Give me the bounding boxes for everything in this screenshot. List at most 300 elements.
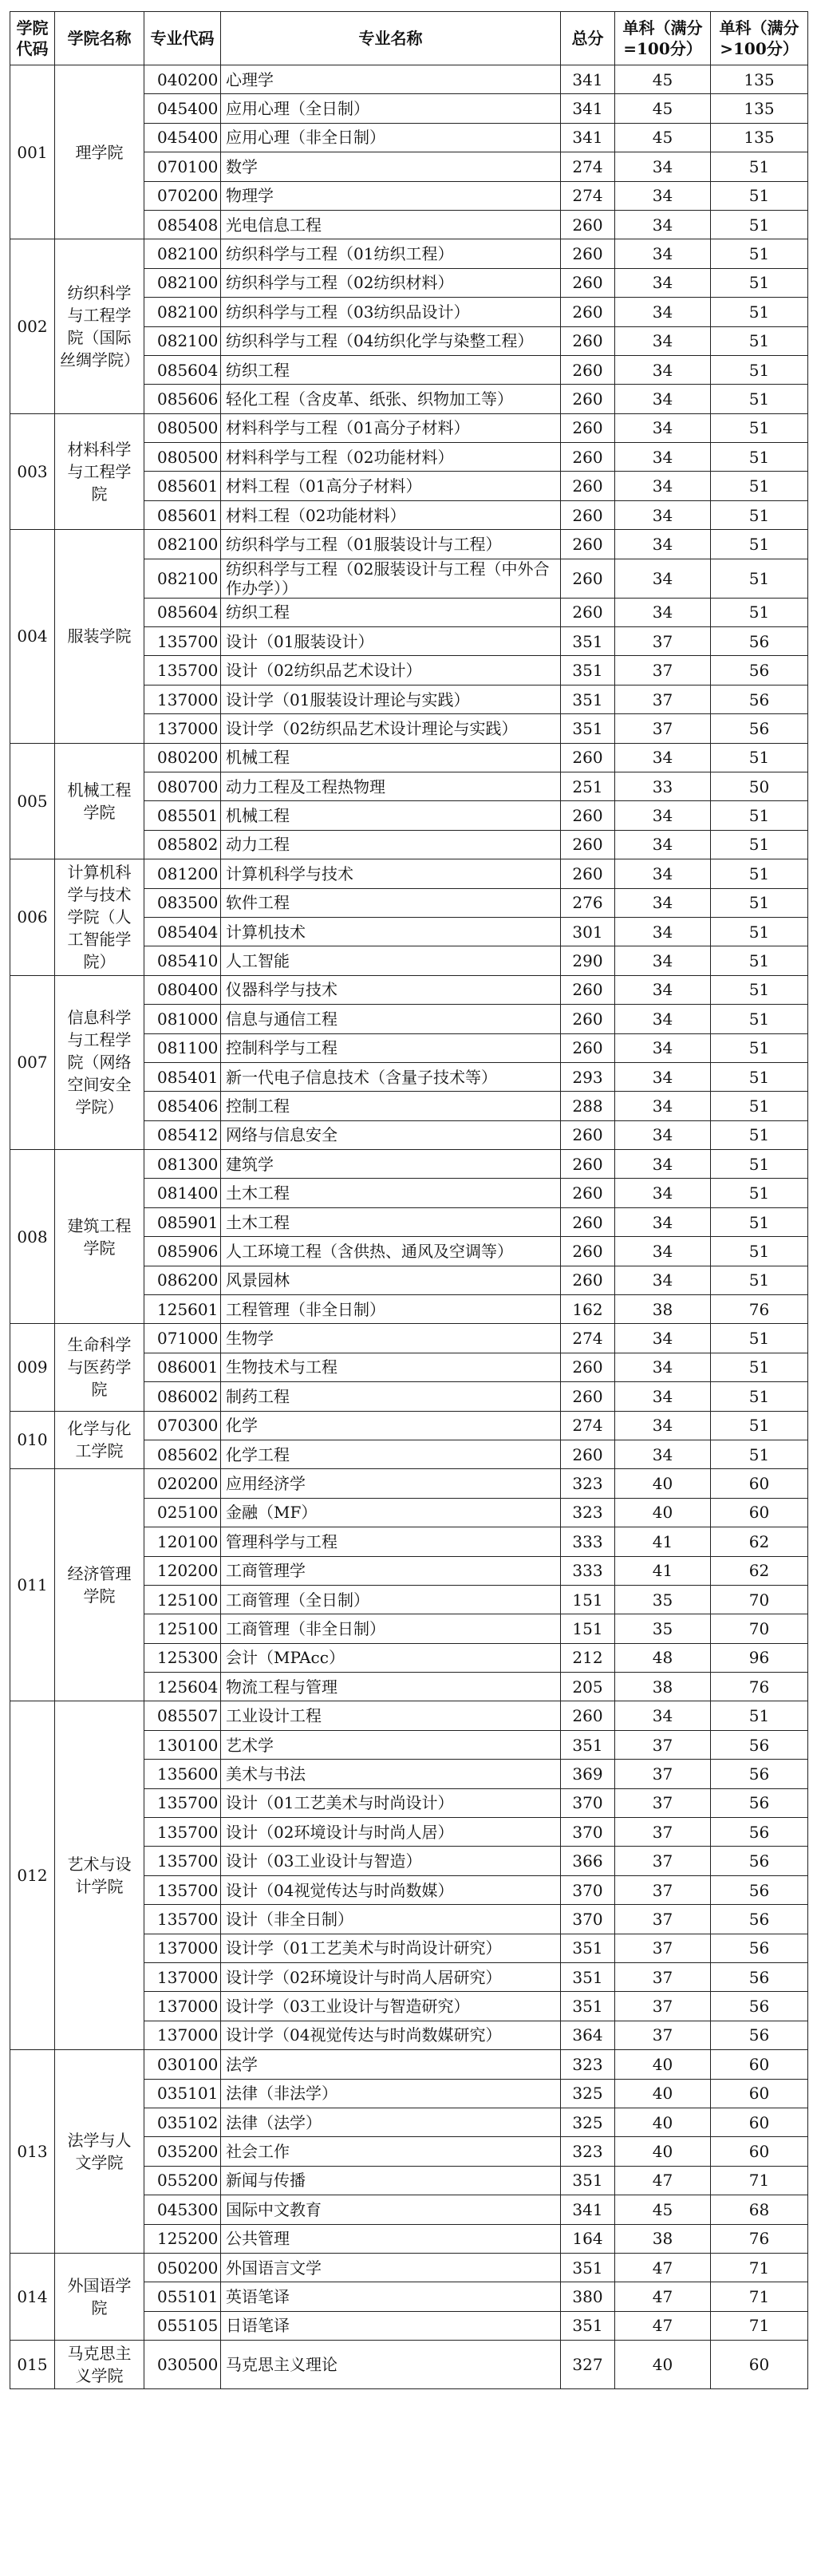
- total-score-cell: 151: [561, 1585, 615, 1614]
- major-code-cell: 082100: [144, 559, 221, 598]
- total-score-cell: 364: [561, 2021, 615, 2049]
- college-code-cell: 004: [10, 530, 55, 743]
- major-name-cell: 法学: [221, 2050, 561, 2079]
- single-100-cell: 34: [615, 1033, 711, 1062]
- major-name-cell: 土木工程: [221, 1179, 561, 1207]
- table-row: [10, 239, 808, 268]
- major-code-cell: 125200: [144, 2224, 221, 2253]
- major-code-cell: 081100: [144, 1033, 221, 1062]
- single-100-cell: 35: [615, 1614, 711, 1643]
- major-name-cell: 设计学（02纺织品艺术设计理论与实践）: [221, 714, 561, 743]
- total-score-cell: 333: [561, 1556, 615, 1585]
- major-code-cell: 082100: [144, 239, 221, 268]
- total-score-cell: 341: [561, 94, 615, 123]
- major-name-cell: 生物学: [221, 1324, 561, 1353]
- major-code-cell: 135700: [144, 627, 221, 656]
- major-name-cell: 设计（02纺织品艺术设计）: [221, 656, 561, 685]
- major-code-cell: 085501: [144, 801, 221, 830]
- single-gt100-cell: 51: [711, 1062, 808, 1091]
- major-name-cell: 法律（非法学）: [221, 2079, 561, 2108]
- single-gt100-cell: 51: [711, 210, 808, 239]
- total-score-cell: 260: [561, 559, 615, 598]
- single-100-cell: 34: [615, 326, 711, 355]
- major-name-cell: 设计学（03工业设计与智造研究）: [221, 1992, 561, 2021]
- table-row: [10, 859, 808, 888]
- college-code-cell: 011: [10, 1469, 55, 1701]
- major-code-cell: 080200: [144, 743, 221, 772]
- total-score-cell: 341: [561, 65, 615, 94]
- total-score-cell: 260: [561, 1033, 615, 1062]
- total-score-cell: 323: [561, 2050, 615, 2079]
- single-gt100-cell: 51: [711, 743, 808, 772]
- major-code-cell: 082100: [144, 530, 221, 559]
- single-gt100-cell: 60: [711, 2050, 808, 2079]
- major-code-cell: 085901: [144, 1207, 221, 1236]
- single-100-cell: 34: [615, 239, 711, 268]
- major-code-cell: 020200: [144, 1469, 221, 1498]
- major-name-cell: 设计（01服装设计）: [221, 627, 561, 656]
- single-100-cell: 34: [615, 1266, 711, 1294]
- major-code-cell: 085404: [144, 917, 221, 946]
- single-100-cell: 41: [615, 1556, 711, 1585]
- total-score-cell: 380: [561, 2282, 615, 2311]
- total-score-cell: 260: [561, 239, 615, 268]
- single-gt100-cell: 51: [711, 413, 808, 442]
- single-100-cell: 45: [615, 94, 711, 123]
- major-name-cell: 控制科学与工程: [221, 1033, 561, 1062]
- total-score-cell: 260: [561, 830, 615, 859]
- single-100-cell: 40: [615, 2079, 711, 2108]
- major-code-cell: 085906: [144, 1237, 221, 1266]
- single-100-cell: 34: [615, 413, 711, 442]
- college-name-cell: 马克思主义学院: [55, 2341, 144, 2389]
- single-gt100-cell: 51: [711, 975, 808, 1004]
- single-100-cell: 38: [615, 1295, 711, 1324]
- single-100-cell: 40: [615, 2137, 711, 2166]
- major-name-cell: 材料工程（02功能材料）: [221, 500, 561, 529]
- single-100-cell: 47: [615, 2282, 711, 2311]
- major-name-cell: 制药工程: [221, 1382, 561, 1411]
- single-100-cell: 37: [615, 685, 711, 713]
- single-100-cell: 34: [615, 1411, 711, 1440]
- single-gt100-cell: 51: [711, 385, 808, 413]
- major-code-cell: 135700: [144, 1818, 221, 1847]
- total-score-cell: 325: [561, 2079, 615, 2108]
- major-code-cell: 085802: [144, 830, 221, 859]
- major-name-cell: 马克思主义理论: [221, 2341, 561, 2389]
- major-code-cell: 135700: [144, 1875, 221, 1904]
- major-name-cell: 社会工作: [221, 2137, 561, 2166]
- total-score-cell: 327: [561, 2341, 615, 2389]
- total-score-cell: 323: [561, 2137, 615, 2166]
- table-row: [10, 1324, 808, 1353]
- single-gt100-cell: 51: [711, 598, 808, 626]
- major-name-cell: 机械工程: [221, 743, 561, 772]
- single-gt100-cell: 51: [711, 239, 808, 268]
- single-gt100-cell: 51: [711, 355, 808, 384]
- major-code-cell: 055101: [144, 2282, 221, 2311]
- major-code-cell: 085604: [144, 355, 221, 384]
- total-score-cell: 260: [561, 743, 615, 772]
- single-100-cell: 37: [615, 627, 711, 656]
- total-score-cell: 260: [561, 268, 615, 297]
- total-score-cell: 274: [561, 152, 615, 181]
- major-code-cell: 086200: [144, 1266, 221, 1294]
- single-100-cell: 34: [615, 1005, 711, 1033]
- single-100-cell: 34: [615, 1092, 711, 1120]
- single-gt100-cell: 51: [711, 1005, 808, 1033]
- single-gt100-cell: 56: [711, 1788, 808, 1817]
- college-code-cell: 010: [10, 1411, 55, 1469]
- single-100-cell: 37: [615, 1992, 711, 2021]
- major-name-cell: 光电信息工程: [221, 210, 561, 239]
- major-name-cell: 信息与通信工程: [221, 1005, 561, 1033]
- single-100-cell: 34: [615, 559, 711, 598]
- single-100-cell: 40: [615, 2108, 711, 2136]
- single-gt100-cell: 71: [711, 2311, 808, 2340]
- single-gt100-cell: 135: [711, 94, 808, 123]
- single-100-cell: 34: [615, 598, 711, 626]
- major-code-cell: 125100: [144, 1585, 221, 1614]
- major-name-cell: 动力工程及工程热物理: [221, 772, 561, 800]
- single-100-cell: 34: [615, 888, 711, 917]
- total-score-cell: 260: [561, 443, 615, 472]
- single-100-cell: 34: [615, 530, 711, 559]
- major-code-cell: 025100: [144, 1498, 221, 1527]
- single-100-cell: 37: [615, 2021, 711, 2049]
- major-code-cell: 082100: [144, 326, 221, 355]
- major-name-cell: 化学: [221, 1411, 561, 1440]
- total-score-cell: 274: [561, 1324, 615, 1353]
- header-total: 总分: [561, 12, 615, 65]
- single-gt100-cell: 51: [711, 1411, 808, 1440]
- major-name-cell: 金融（MF）: [221, 1498, 561, 1527]
- header-college-name: 学院名称: [55, 12, 144, 65]
- major-name-cell: 设计（02环境设计与时尚人居）: [221, 1818, 561, 1847]
- total-score-cell: 323: [561, 1469, 615, 1498]
- single-gt100-cell: 76: [711, 1673, 808, 1701]
- table-row: [10, 65, 808, 94]
- major-name-cell: 材料科学与工程（01高分子材料）: [221, 413, 561, 442]
- single-100-cell: 37: [615, 1934, 711, 1962]
- single-gt100-cell: 51: [711, 1237, 808, 1266]
- college-code-cell: 002: [10, 239, 55, 413]
- table-row: [10, 413, 808, 442]
- single-gt100-cell: 51: [711, 326, 808, 355]
- single-gt100-cell: 51: [711, 1120, 808, 1149]
- total-score-cell: 288: [561, 1092, 615, 1120]
- single-100-cell: 37: [615, 1847, 711, 1875]
- college-code-cell: 015: [10, 2341, 55, 2389]
- total-score-cell: 260: [561, 530, 615, 559]
- major-code-cell: 045300: [144, 2195, 221, 2224]
- total-score-cell: 260: [561, 1120, 615, 1149]
- table-row: [10, 2050, 808, 2079]
- table-row: [10, 1701, 808, 1730]
- single-gt100-cell: 51: [711, 1324, 808, 1353]
- major-code-cell: 082100: [144, 268, 221, 297]
- single-gt100-cell: 51: [711, 443, 808, 472]
- major-name-cell: 土木工程: [221, 1207, 561, 1236]
- single-gt100-cell: 51: [711, 1179, 808, 1207]
- total-score-cell: 251: [561, 772, 615, 800]
- total-score-cell: 351: [561, 1730, 615, 1759]
- single-gt100-cell: 56: [711, 1963, 808, 1992]
- single-100-cell: 34: [615, 1701, 711, 1730]
- single-100-cell: 37: [615, 1730, 711, 1759]
- single-gt100-cell: 135: [711, 123, 808, 152]
- total-score-cell: 370: [561, 1875, 615, 1904]
- major-name-cell: 英语笔译: [221, 2282, 561, 2311]
- total-score-cell: 276: [561, 888, 615, 917]
- single-100-cell: 37: [615, 1788, 711, 1817]
- single-gt100-cell: 68: [711, 2195, 808, 2224]
- total-score-cell: 369: [561, 1760, 615, 1788]
- single-gt100-cell: 60: [711, 2137, 808, 2166]
- single-100-cell: 34: [615, 385, 711, 413]
- single-100-cell: 41: [615, 1527, 711, 1556]
- single-100-cell: 40: [615, 1469, 711, 1498]
- single-100-cell: 34: [615, 1324, 711, 1353]
- college-code-cell: 005: [10, 743, 55, 859]
- total-score-cell: 260: [561, 1266, 615, 1294]
- single-100-cell: 34: [615, 298, 711, 326]
- major-name-cell: 新闻与传播: [221, 2166, 561, 2195]
- major-code-cell: 135700: [144, 1905, 221, 1934]
- single-100-cell: 47: [615, 2253, 711, 2282]
- single-100-cell: 34: [615, 443, 711, 472]
- single-100-cell: 34: [615, 830, 711, 859]
- total-score-cell: 351: [561, 714, 615, 743]
- total-score-cell: 151: [561, 1614, 615, 1643]
- major-code-cell: 055105: [144, 2311, 221, 2340]
- major-code-cell: 085604: [144, 598, 221, 626]
- total-score-cell: 212: [561, 1643, 615, 1672]
- table-header: [10, 12, 808, 65]
- total-score-cell: 301: [561, 917, 615, 946]
- single-gt100-cell: 60: [711, 2108, 808, 2136]
- total-score-cell: 351: [561, 2253, 615, 2282]
- major-code-cell: 085406: [144, 1092, 221, 1120]
- single-gt100-cell: 51: [711, 946, 808, 975]
- single-gt100-cell: 51: [711, 298, 808, 326]
- single-100-cell: 34: [615, 500, 711, 529]
- total-score-cell: 260: [561, 1701, 615, 1730]
- major-name-cell: 公共管理: [221, 2224, 561, 2253]
- major-name-cell: 工商管理（非全日制）: [221, 1614, 561, 1643]
- college-name-cell: 法学与人文学院: [55, 2050, 144, 2254]
- major-code-cell: 085602: [144, 1440, 221, 1468]
- major-code-cell: 130100: [144, 1730, 221, 1759]
- total-score-cell: 351: [561, 1934, 615, 1962]
- major-name-cell: 生物技术与工程: [221, 1353, 561, 1381]
- major-code-cell: 050200: [144, 2253, 221, 2282]
- major-code-cell: 035101: [144, 2079, 221, 2108]
- major-name-cell: 设计学（01服装设计理论与实践）: [221, 685, 561, 713]
- single-gt100-cell: 56: [711, 2021, 808, 2049]
- single-gt100-cell: 51: [711, 152, 808, 181]
- major-name-cell: 设计学（04视觉传达与时尚数媒研究）: [221, 2021, 561, 2049]
- college-code-cell: 012: [10, 1701, 55, 2050]
- major-code-cell: 083500: [144, 888, 221, 917]
- college-code-cell: 006: [10, 859, 55, 976]
- total-score-cell: 260: [561, 801, 615, 830]
- total-score-cell: 260: [561, 385, 615, 413]
- total-score-cell: 260: [561, 210, 615, 239]
- single-gt100-cell: 51: [711, 859, 808, 888]
- major-code-cell: 081400: [144, 1179, 221, 1207]
- total-score-cell: 351: [561, 1992, 615, 2021]
- single-gt100-cell: 56: [711, 627, 808, 656]
- college-code-cell: 009: [10, 1324, 55, 1411]
- total-score-cell: 341: [561, 123, 615, 152]
- total-score-cell: 333: [561, 1527, 615, 1556]
- major-code-cell: 070100: [144, 152, 221, 181]
- total-score-cell: 260: [561, 413, 615, 442]
- college-code-cell: 003: [10, 413, 55, 530]
- single-gt100-cell: 56: [711, 1847, 808, 1875]
- college-name-cell: 生命科学与医药学院: [55, 1324, 144, 1411]
- single-gt100-cell: 51: [711, 1207, 808, 1236]
- single-100-cell: 45: [615, 2195, 711, 2224]
- college-name-cell: 外国语学院: [55, 2253, 144, 2340]
- major-name-cell: 工商管理学: [221, 1556, 561, 1585]
- single-100-cell: 37: [615, 1963, 711, 1992]
- table-row: [10, 1150, 808, 1179]
- single-100-cell: 34: [615, 181, 711, 210]
- single-gt100-cell: 51: [711, 1353, 808, 1381]
- major-name-cell: 化学工程: [221, 1440, 561, 1468]
- major-name-cell: 应用经济学: [221, 1469, 561, 1498]
- major-code-cell: 120100: [144, 1527, 221, 1556]
- single-100-cell: 40: [615, 1498, 711, 1527]
- table-row: [10, 1469, 808, 1498]
- single-100-cell: 45: [615, 123, 711, 152]
- single-100-cell: 34: [615, 1179, 711, 1207]
- single-100-cell: 38: [615, 2224, 711, 2253]
- major-name-cell: 国际中文教育: [221, 2195, 561, 2224]
- total-score-cell: 351: [561, 656, 615, 685]
- single-gt100-cell: 60: [711, 2079, 808, 2108]
- major-code-cell: 135700: [144, 656, 221, 685]
- college-code-cell: 007: [10, 975, 55, 1149]
- major-code-cell: 070200: [144, 181, 221, 210]
- major-code-cell: 080700: [144, 772, 221, 800]
- total-score-cell: 205: [561, 1673, 615, 1701]
- total-score-cell: 260: [561, 472, 615, 500]
- major-name-cell: 管理科学与工程: [221, 1527, 561, 1556]
- major-code-cell: 080400: [144, 975, 221, 1004]
- total-score-cell: 260: [561, 1382, 615, 1411]
- single-gt100-cell: 56: [711, 714, 808, 743]
- major-code-cell: 137000: [144, 1963, 221, 1992]
- single-gt100-cell: 50: [711, 772, 808, 800]
- single-gt100-cell: 76: [711, 2224, 808, 2253]
- major-name-cell: 物理学: [221, 181, 561, 210]
- header-college-code: 学院代码: [10, 12, 55, 65]
- single-100-cell: 37: [615, 656, 711, 685]
- header-row: [10, 12, 808, 65]
- table-row: [10, 1411, 808, 1440]
- major-code-cell: 055200: [144, 2166, 221, 2195]
- major-name-cell: 设计（03工业设计与智造）: [221, 1847, 561, 1875]
- header-single-gt100: 单科（满分>100分）: [711, 12, 808, 65]
- major-name-cell: 数学: [221, 152, 561, 181]
- major-name-cell: 机械工程: [221, 801, 561, 830]
- major-name-cell: 轻化工程（含皮革、纸张、织物加工等）: [221, 385, 561, 413]
- single-gt100-cell: 60: [711, 2341, 808, 2389]
- major-code-cell: 125601: [144, 1295, 221, 1324]
- total-score-cell: 164: [561, 2224, 615, 2253]
- single-100-cell: 34: [615, 1237, 711, 1266]
- major-code-cell: 030500: [144, 2341, 221, 2389]
- single-100-cell: 34: [615, 1207, 711, 1236]
- single-gt100-cell: 56: [711, 1730, 808, 1759]
- major-name-cell: 材料科学与工程（02功能材料）: [221, 443, 561, 472]
- major-code-cell: 137000: [144, 685, 221, 713]
- major-name-cell: 材料工程（01高分子材料）: [221, 472, 561, 500]
- major-code-cell: 045400: [144, 123, 221, 152]
- single-gt100-cell: 71: [711, 2282, 808, 2311]
- major-code-cell: 135700: [144, 1788, 221, 1817]
- total-score-cell: 351: [561, 2166, 615, 2195]
- total-score-cell: 370: [561, 1788, 615, 1817]
- major-name-cell: 设计（04视觉传达与时尚数媒）: [221, 1875, 561, 1904]
- single-gt100-cell: 51: [711, 1150, 808, 1179]
- college-code-cell: 001: [10, 65, 55, 239]
- single-100-cell: 34: [615, 859, 711, 888]
- major-name-cell: 物流工程与管理: [221, 1673, 561, 1701]
- major-name-cell: 计算机科学与技术: [221, 859, 561, 888]
- single-100-cell: 37: [615, 714, 711, 743]
- major-name-cell: 新一代电子信息技术（含量子技术等）: [221, 1062, 561, 1091]
- total-score-cell: 370: [561, 1818, 615, 1847]
- major-code-cell: 137000: [144, 2021, 221, 2049]
- single-gt100-cell: 51: [711, 500, 808, 529]
- single-100-cell: 34: [615, 1150, 711, 1179]
- total-score-cell: 260: [561, 500, 615, 529]
- total-score-cell: 260: [561, 1150, 615, 1179]
- total-score-cell: 260: [561, 598, 615, 626]
- single-100-cell: 48: [615, 1643, 711, 1672]
- major-code-cell: 080500: [144, 413, 221, 442]
- major-name-cell: 法律（法学）: [221, 2108, 561, 2136]
- major-name-cell: 纺织科学与工程（01服装设计与工程）: [221, 530, 561, 559]
- total-score-cell: 260: [561, 355, 615, 384]
- single-gt100-cell: 51: [711, 1266, 808, 1294]
- major-name-cell: 控制工程: [221, 1092, 561, 1120]
- major-name-cell: 艺术学: [221, 1730, 561, 1759]
- major-code-cell: 085410: [144, 946, 221, 975]
- single-gt100-cell: 51: [711, 472, 808, 500]
- single-gt100-cell: 51: [711, 530, 808, 559]
- table-row: [10, 743, 808, 772]
- college-name-cell: 材料科学与工程学院: [55, 413, 144, 530]
- total-score-cell: 351: [561, 627, 615, 656]
- major-name-cell: 工程管理（非全日制）: [221, 1295, 561, 1324]
- major-name-cell: 纺织科学与工程（02纺织材料）: [221, 268, 561, 297]
- single-100-cell: 37: [615, 1905, 711, 1934]
- single-gt100-cell: 56: [711, 1760, 808, 1788]
- major-code-cell: 035102: [144, 2108, 221, 2136]
- major-name-cell: 日语笔译: [221, 2311, 561, 2340]
- total-score-cell: 274: [561, 181, 615, 210]
- major-name-cell: 人工智能: [221, 946, 561, 975]
- single-gt100-cell: 71: [711, 2166, 808, 2195]
- single-100-cell: 34: [615, 743, 711, 772]
- major-name-cell: 纺织工程: [221, 598, 561, 626]
- single-gt100-cell: 135: [711, 65, 808, 94]
